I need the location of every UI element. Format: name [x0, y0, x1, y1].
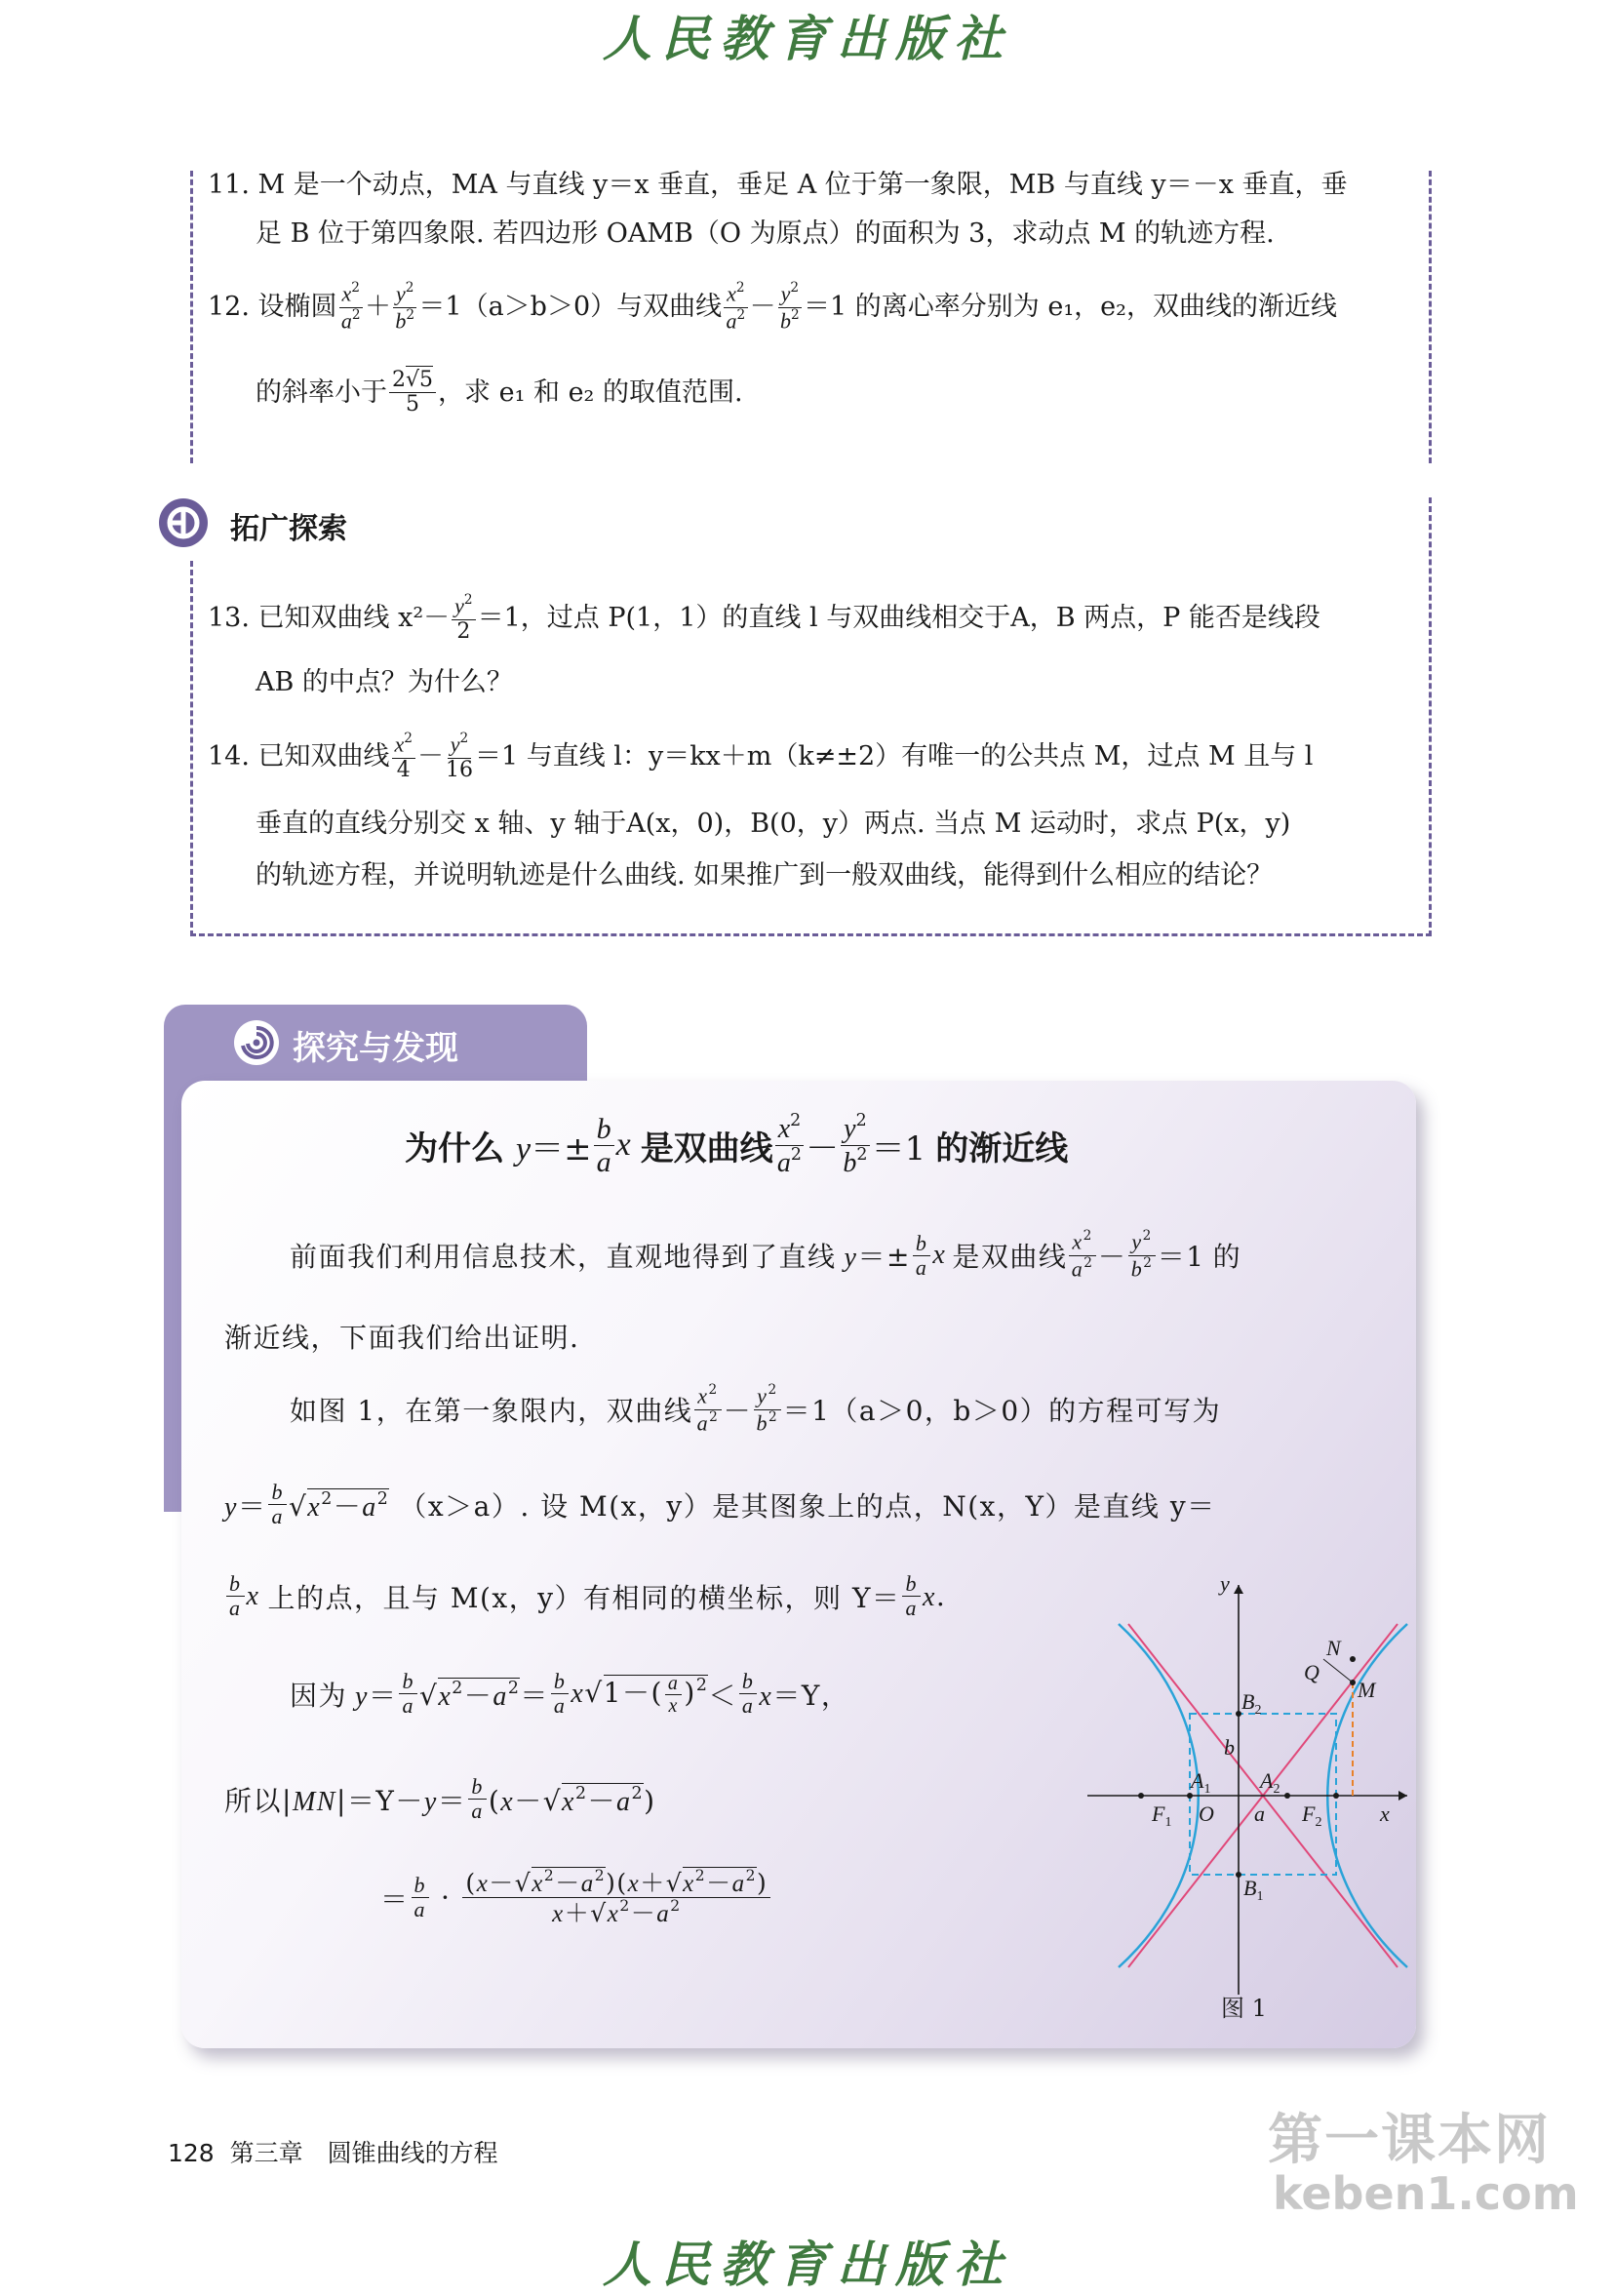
frame-left-top: [190, 171, 193, 463]
label-b: b: [1224, 1735, 1235, 1760]
discovery-p2-line1: 如图 1，在第一象限内，双曲线 $x^2$ $a^2$ － $y^2$ $b^2$ ＝1（a＞0，b＞0）的方程可写为: [290, 1382, 1222, 1436]
fraction: b a: [399, 1670, 417, 1718]
publisher-footer: 人民教育出版社: [603, 2236, 1012, 2293]
q12-text-line2-pre: 的斜率小于: [256, 376, 387, 408]
point-a1: [1187, 1793, 1193, 1799]
exercise-14-line1: 14. 已知双曲线 $x^2$ 4 － $y^2$ 16 ＝1 与直线 l：y＝kx＋m（k≠±2）有唯一的公共点 M，过点 M 且与 l: [208, 731, 1314, 782]
p1-text-a: 前面我们利用信息技术，直观地得到了直线: [290, 1241, 837, 1274]
p5-text-a: 因为: [290, 1679, 348, 1712]
fraction: $x^2$ 4: [392, 732, 415, 782]
publisher-header: 人民教育出版社: [603, 10, 1012, 67]
chapter-title: 第三章 圆锥曲线的方程: [229, 2139, 498, 2167]
label-b2-sub: 2: [1254, 1703, 1262, 1718]
p1-text-b: 是双曲线: [952, 1241, 1068, 1274]
explore-icon: [159, 498, 208, 547]
label-a1: [1189, 1768, 1210, 1797]
point-m: [1350, 1680, 1356, 1685]
point-b1: [1236, 1872, 1241, 1878]
label-b2: [1241, 1689, 1261, 1718]
p3-text-a: （x＞a）. 设 M(x，y）是其图象上的点，N(x，Y）是直线 y＝: [399, 1489, 1216, 1523]
x-axis-arrow-icon: [1398, 1791, 1407, 1801]
p4-text-a: 上的点，且与 M(x，y）有相同的横坐标，则 Y＝: [267, 1581, 901, 1614]
p2-text-a: 如图 1，在第一象限内，双曲线: [290, 1395, 693, 1428]
fraction: $\frac{b}{a}$: [913, 1232, 931, 1280]
exercise-11-line1: 11. M 是一个动点，MA 与直线 y＝x 垂直，垂足 A 位于第一象限，MB 与直线 y＝－x 垂直，垂: [208, 170, 1348, 200]
exercise-12-line2: [256, 369, 743, 416]
label-b1: [1243, 1876, 1263, 1904]
point-a2: [1284, 1793, 1290, 1799]
q13-text-pre: 13. 已知双曲线 x²－: [208, 602, 451, 633]
label-a2-letter: A: [1260, 1768, 1274, 1793]
fraction: b a: [468, 1775, 487, 1823]
discovery-icon: [234, 1020, 279, 1065]
label-q: Q: [1304, 1660, 1320, 1684]
fraction: $\frac{b}{a}$: [594, 1113, 614, 1178]
label-n: N: [1326, 1636, 1341, 1660]
label-a2-sub: 2: [1273, 1782, 1280, 1797]
fraction: $x^2$ $a^2$: [1069, 1229, 1095, 1282]
fraction: b a: [551, 1670, 570, 1718]
q12-text-line2-post: ，求 e₁ 和 e₂ 的取值范围.: [438, 376, 743, 408]
point-f2: [1333, 1793, 1339, 1799]
fraction: $y^2$ 2: [452, 593, 475, 644]
label-a: a: [1254, 1801, 1265, 1826]
label-f1-letter: F: [1152, 1801, 1165, 1826]
frame-right-bottom: [1429, 497, 1432, 936]
q13-text-post: ＝1，过点 P(1，1）的直线 l 与双曲线相交于A，B 两点，P 能否是线段: [477, 602, 1320, 633]
p6-text-a: 所以: [224, 1784, 283, 1817]
fraction: b a: [412, 1874, 430, 1921]
fraction: $x^2$ $a^2$: [339, 281, 363, 334]
discovery-p1-line1: 前面我们利用信息技术，直观地得到了直线 y＝± $\frac{b}{a}$ x 是双曲线 $x^2$ $a^2$ － $y^2$ $b^2$ ＝1 的: [290, 1228, 1242, 1282]
exercise-12-line1: 12. 设椭圆 $x^2$ $a^2$ ＋ $y^2$ $b^2$ ＝1（a＞b＞0）与双曲线 $x^2$ $a^2$ － $y^2$ $b^2$ ＝1 的离心率分别为 e₁，e₂，双曲线的渐近线: [208, 280, 1337, 334]
q14-text-pre: 14. 已知双曲线: [208, 740, 390, 772]
figure-1-hyperbola: [1078, 1565, 1414, 2029]
frame-left-bottom: [190, 561, 193, 936]
fraction: $x^2$ $a^2$: [775, 1112, 804, 1179]
heading-text-pre: 为什么: [405, 1128, 504, 1168]
fraction: b a: [226, 1572, 245, 1620]
label-f1: [1151, 1801, 1171, 1830]
exercise-14-line2: 垂直的直线分别交 x 轴、y 轴于A(x，0)，B(0，y）两点. 当点 M 运动时，求点 P(x，y): [256, 809, 1291, 839]
fraction: $y^2$ $b^2$: [754, 1383, 780, 1436]
fraction: $x^2$ $a^2$: [694, 1383, 721, 1436]
discovery-because-line: 因为 y＝ b a $√x^2-a^2=$ b a x √1－( $\frac{a}{x}$ )$^2$ ＜ b a x＝Y，: [290, 1669, 850, 1719]
p2-text-b: ＝1（a＞0，b＞0）的方程可写为: [782, 1395, 1222, 1428]
fraction: 2√5 5: [389, 369, 436, 416]
watermark-line1: 第一课本网: [1268, 2109, 1551, 2172]
label-b2-letter: B: [1241, 1689, 1255, 1714]
label-f1-sub: 1: [1164, 1815, 1172, 1830]
exercise-11-line2: 足 B 位于第四象限. 若四边形 OAMB（O 为原点）的面积为 3，求动点 M 的轨迹方程.: [256, 218, 1275, 249]
fraction: $(x-√x^2-a^2)(x+√x^2-a^2)$ $x+√x^2-a^2$: [462, 1868, 770, 1928]
fraction: b a: [268, 1481, 287, 1528]
discovery-p2-line2: y＝ b a $√x^2-a^2$ （x＞a）. 设 M(x，y）是其图象上的点，N(x，Y）是直线 y＝: [224, 1480, 1216, 1529]
point-f1: [1138, 1793, 1144, 1799]
frame-bottom: [190, 933, 1432, 936]
fraction: $y^2$ $b^2$: [1128, 1229, 1155, 1282]
label-a1-sub: 1: [1203, 1782, 1211, 1797]
label-b1-sub: 1: [1256, 1889, 1264, 1904]
frame-right-top: [1429, 171, 1432, 463]
fraction: $y^2$ 16: [445, 731, 473, 782]
fraction: b a: [739, 1670, 758, 1718]
point-n: [1350, 1656, 1356, 1662]
p1-text-c: 的: [1212, 1241, 1242, 1274]
discovery-equation-line: ＝ b a · $(x-√x^2-a^2)(x+√x^2-a^2)$ $x+√x^2-a^2$: [380, 1868, 772, 1928]
label-y: y: [1220, 1571, 1230, 1596]
watermark-line2: keben1.com: [1273, 2167, 1579, 2220]
figure-caption: 图 1: [1221, 1995, 1267, 2022]
fraction: b a: [902, 1572, 921, 1620]
label-a1-letter: A: [1191, 1768, 1204, 1793]
fraction: $x^2$ $a^2$: [724, 281, 747, 334]
exercise-13-line1: [208, 593, 1320, 644]
exercise-13-line2: AB 的中点？为什么？: [256, 667, 513, 697]
heading-text-mid: 是双曲线: [640, 1128, 773, 1168]
label-f2: [1301, 1801, 1321, 1830]
discovery-tab-title: 探究与发现: [293, 1029, 458, 1068]
label-f2-sub: 2: [1315, 1815, 1322, 1830]
fraction: $y^2$ $b^2$: [393, 281, 416, 334]
exercise-14-line3: 的轨迹方程，并说明轨迹是什么曲线. 如果推广到一般双曲线，能得到什么相应的结论？: [256, 860, 1274, 891]
footer: [168, 2134, 498, 2169]
fraction: $y^2$ $b^2$: [778, 281, 802, 334]
page-number: 128: [168, 2139, 215, 2167]
explore-title: 拓广探索: [230, 512, 347, 546]
q12-text-mid1: ＝1（a＞b＞0）与双曲线: [418, 292, 723, 323]
label-x: x: [1380, 1801, 1390, 1826]
q14-text-post: ＝1 与直线 l：y＝kx＋m（k≠±2）有唯一的公共点 M，过点 M 且与 l: [474, 740, 1314, 772]
discovery-p2-line3: b a x 上的点，且与 M(x，y）有相同的横坐标，则 Y＝ b a x.: [224, 1572, 946, 1620]
label-a2: [1258, 1768, 1280, 1797]
label-m: M: [1358, 1678, 1376, 1702]
heading-text-post: 的渐近线: [935, 1128, 1069, 1168]
q12-text-mid2: ＝1 的离心率分别为 e₁，e₂，双曲线的渐近线: [804, 292, 1337, 323]
q12-text-pre: 12. 设椭圆: [208, 292, 337, 323]
label-f2-letter: F: [1302, 1801, 1316, 1826]
discovery-p1-line2: 渐近线，下面我们给出证明.: [224, 1322, 580, 1354]
q-pointer: [1323, 1659, 1353, 1682]
discovery-therefore-line: 所以 |MN|＝Y－y＝ b a $(x-√x^2-a^2)$: [224, 1774, 656, 1824]
y-axis-arrow-icon: [1234, 1585, 1243, 1594]
discovery-heading: 为什么 y＝± $\frac{b}{a}$ x 是双曲线 $x^2$ $a^2$ － $y^2$ $b^2$ ＝1 的渐近线: [405, 1111, 1069, 1179]
label-o: O: [1199, 1801, 1214, 1826]
label-b1-letter: B: [1243, 1876, 1257, 1900]
fraction: $y^2$ $b^2$: [841, 1112, 869, 1179]
